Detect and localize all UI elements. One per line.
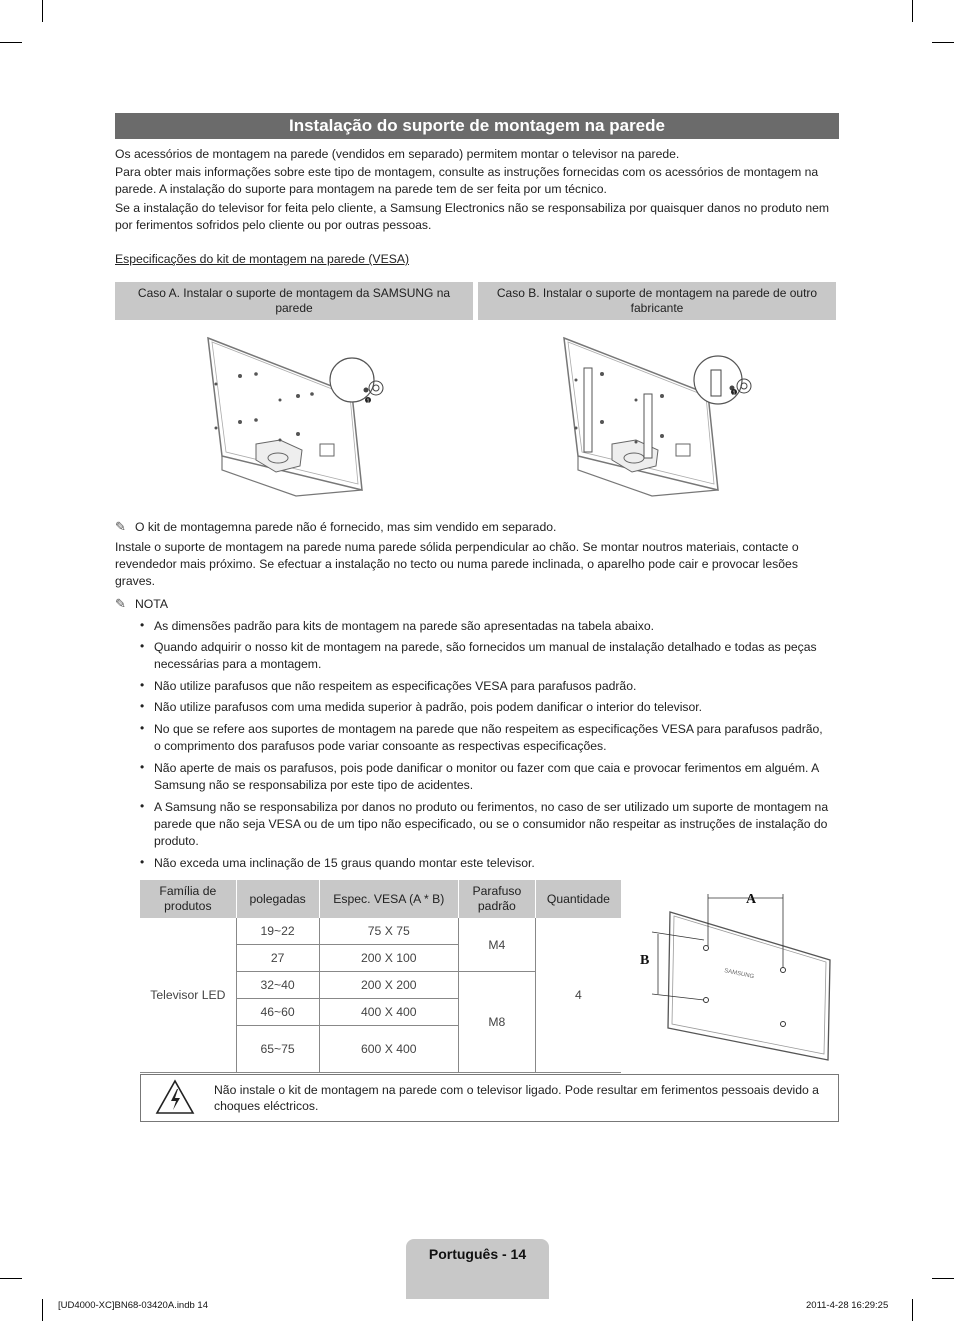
vesa-heading: Especificações do kit de montagem na parede (VESA) [115,252,410,266]
crop-mark [932,1278,954,1279]
table-header-row [140,880,621,918]
pencil-note-icon: ✎ [115,596,126,611]
inches-cell: 46~60 [236,999,319,1026]
callout-1-a [200,332,400,500]
vesa-cell: 200 X 100 [319,945,458,972]
vesa-cell: 600 X 400 [319,1026,458,1073]
list-item: • Não exceda uma inclinação de 15 graus quando montar este televisor. [140,855,830,872]
crop-mark [912,1299,913,1321]
inches-cell: 32~40 [236,972,319,999]
nota-label: NOTA [135,597,168,611]
tv-illustration-case-b [556,332,766,500]
crop-mark [0,1278,22,1279]
crop-mark [42,0,43,22]
vesa-cell: 200 X 200 [319,972,458,999]
quantity-cell: 4 [535,918,621,1073]
samsung-logo: SAMSUNG [723,968,755,981]
crop-mark [42,1299,43,1321]
intro-paragraph-2: Para obter mais informações sobre este tipo de montagem, consulte as instruções fornecidas com os acessórios de montagem na parede. A instalação do suporte para montagem na parede tem de ser feita por um técnico. [115,165,819,197]
table-row [140,918,621,945]
table-header: Família de produtos [140,880,236,918]
list-item: • A Samsung não se responsabiliza por danos no produto ou ferimentos, no caso de ser utilizado um suporte de montagem na parede que não seja VESA ou de um tipo não especificado, ou se o consumidor não respeitar as instruções de instalação do produto. [140,799,830,850]
intro-paragraph-3: Se a instalação do televisor for feita pelo cliente, a Samsung Electronics não se responsabiliza por quaisquer danos no produto nem por ferimentos sofridos pelo cliente ou por outras pessoas. [115,201,830,233]
crop-mark [912,0,913,22]
case-a-header: Caso A. Instalar o suporte de montagem da SAMSUNG na parede [115,282,473,320]
callout-number: 1 [732,390,736,397]
file-info: [UD4000-XC]BN68-03420A.indb 14 [58,1300,208,1311]
intro-paragraph-1: Os acessórios de montagem na parede (vendidos em separado) permitem montar o televisor na parede. [115,147,680,161]
install-paragraph: Instale o suporte de montagem na parede numa parede sólida perpendicular ao chão. Se montar noutros materiais, contacte o revendedor mais próximo. Se efectuar a instalação no tecto ou numa parede inclinada, o aparelho pode cair e provocar lesões graves. [115,540,799,589]
inches-cell: 19~22 [236,918,319,945]
vesa-cell: 400 X 400 [319,999,458,1026]
table-header: Espec. VESA (A * B) [319,880,458,918]
vesa-spec-table [140,880,621,1073]
table-header: polegadas [236,880,319,918]
inches-cell: 27 [236,945,319,972]
screw-cell: M4 [459,918,536,972]
crop-mark [932,42,954,43]
note-1 [115,519,556,535]
note-1-text: O kit de montagemna parede não é fornecido, mas sim vendido em separado. [135,520,557,534]
list-item: • No que se refere aos suportes de montagem na parede que não respeitem as especificações VESA para parafusos padrão, o comprimento dos parafusos pode variar consoante as respectivas especificações. [140,721,830,755]
vesa-cell: 75 X 75 [319,918,458,945]
list-item: • Não aperte de mais os parafusos, pois pode danificar o monitor ou fazer com que caia e provocar ferimentos em alguém. A Samsung não se responsabiliza por este tipo de acidentes. [140,760,830,794]
screw-cell: M8 [459,972,536,1073]
callout-number: 1 [366,398,370,405]
vesa-dimension-diagram [638,884,834,1064]
list-item: • As dimensões padrão para kits de montagem na parede são apresentadas na tabela abaixo. [140,618,830,635]
table-header: Quantidade [535,880,621,918]
warning-box [140,1074,839,1122]
list-item: • Não utilize parafusos com uma medida superior à padrão, pois podem danificar o interior do televisor. [140,699,830,716]
page-number-tab: Português - 14 [406,1239,549,1299]
crop-mark [0,42,22,43]
dimension-a-label: A [746,892,757,907]
electric-shock-warning-icon [155,1079,195,1115]
table-header: Parafuso padrão [459,880,536,918]
list-item: • Não utilize parafusos que não respeitem as especificações VESA para parafusos padrão. [140,678,830,695]
nota-list [140,618,830,872]
pencil-note-icon: ✎ [115,519,126,534]
inches-cell: 65~75 [236,1026,319,1073]
section-title: Instalação do suporte de montagem na parede [115,113,839,139]
print-timestamp: 2011-4-28 16:29:25 [806,1300,889,1311]
warning-text: Não instale o kit de montagem na parede com o televisor ligado. Pode resultar em ferimentos pessoais devido a choques eléctricos. [214,1083,819,1113]
dimension-b-label: B [640,953,650,968]
case-b-header: Caso B. Instalar o suporte de montagem na parede de outro fabricante [478,282,836,320]
product-family-cell: Televisor LED [140,918,236,1073]
nota-heading [115,596,168,612]
list-item: • Quando adquirir o nosso kit de montagem na parede, são fornecidos um manual de instalação detalhado e todas as peças necessárias para a montagem. [140,639,830,673]
